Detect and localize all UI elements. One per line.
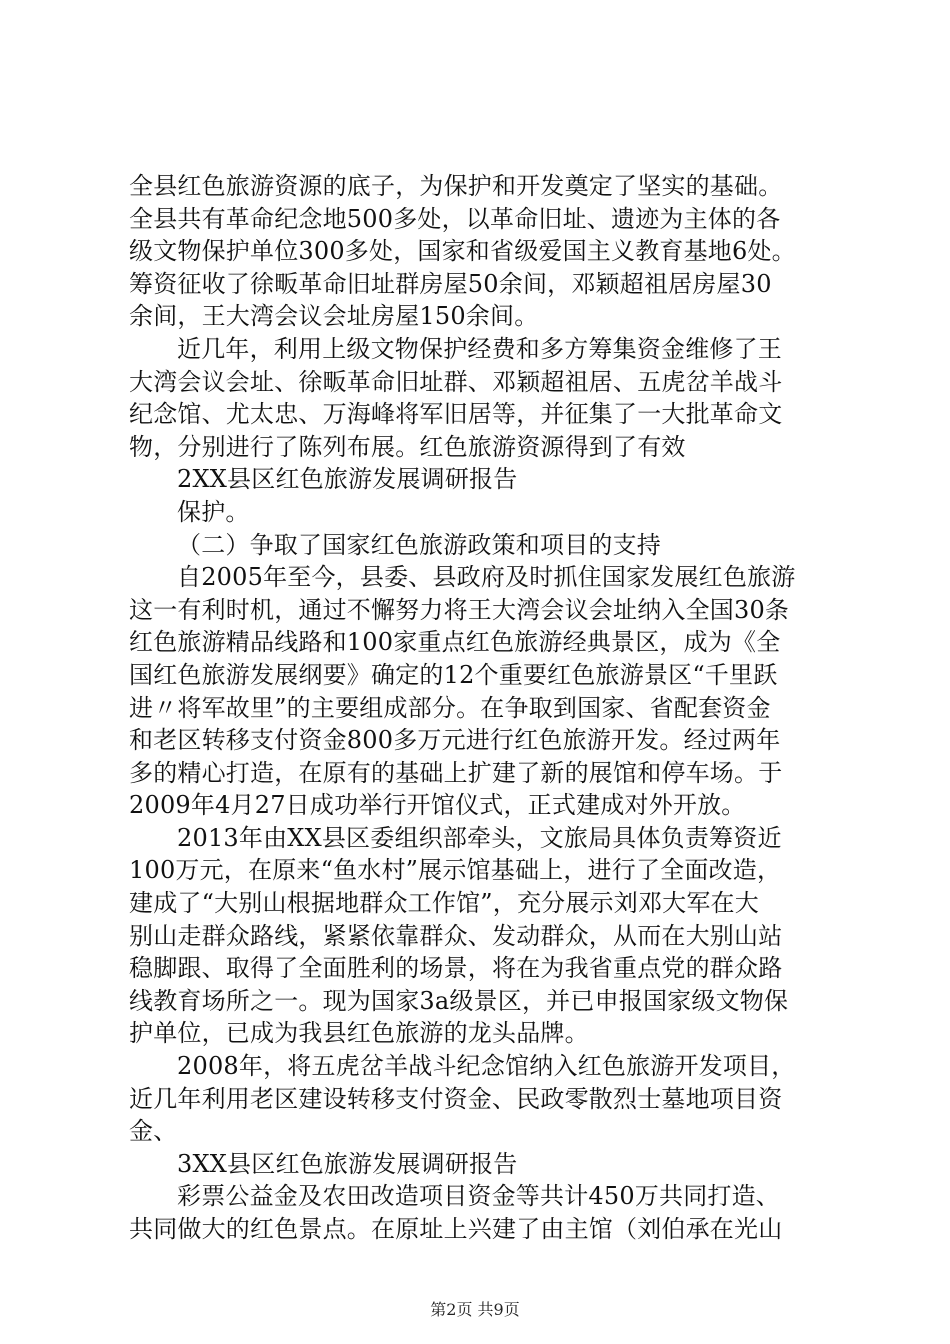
page-number-footer: 第2页 共9页 [430, 1300, 520, 1319]
running-header: 2XX县区红色旅游发展调研报告 [177, 465, 518, 494]
text-line: 2008年，将五虎岔羊战斗纪念馆纳入红色旅游开发项目， [177, 1052, 796, 1081]
text-line: 彩票公益金及农田改造项目资金等共计450万共同打造、 [177, 1182, 781, 1211]
text-line: 筹资征收了徐畈革命旧址群房屋50余间，邓颖超祖居房屋30 [129, 269, 772, 298]
text-line: 全县红色旅游资源的底子，为保护和开发奠定了坚实的基础。 [129, 172, 783, 200]
text-line: 金、 [129, 1117, 178, 1146]
text-line: 纪念馆、尤太忠、万海峰将军旧居等，并征集了一大批革命文 [129, 400, 783, 429]
running-header: 3XX县区红色旅游发展调研报告 [177, 1149, 518, 1178]
text-line: 护单位，已成为我县红色旅游的龙头品牌。 [129, 1019, 589, 1048]
section-heading: （二）争取了国家红色旅游政策和项目的支持 [177, 530, 661, 559]
document-body [129, 170, 829, 1246]
text-line: 近几年利用老区建设转移支付资金、民政零散烈士墓地项目资 [129, 1084, 783, 1113]
text-line: 国红色旅游发展纲要》确定的12个重要红色旅游景区“千里跃 [129, 660, 778, 689]
text-line: 2009年4月27日成功举行开馆仪式，正式建成对外开放。 [129, 791, 746, 820]
text-line: 自2005年至今，县委、县政府及时抓住国家发展红色旅游 [177, 563, 796, 592]
text-line: 建成了“大别山根据地群众工作馆”，充分展示刘邓大军在大 [129, 889, 759, 918]
text-line: 物，分别进行了陈列布展。红色旅游资源得到了有效 [129, 432, 686, 461]
text-line: 和老区转移支付资金800多万元进行红色旅游开发。经过两年 [129, 726, 781, 755]
text-line: 别山走群众路线，紧紧依靠群众、发动群众，从而在大别山站 [129, 921, 783, 950]
text-line: 全县共有革命纪念地500多处，以革命旧址、遗迹为主体的各 [129, 204, 781, 233]
text-line: 保护。 [177, 497, 250, 526]
text-line: 共同做大的红色景点。在原址上兴建了由主馆（刘伯承在光山 [129, 1215, 783, 1243]
text-line: 级文物保护单位300多处，国家和省级爱国主义教育基地6处。 [129, 237, 796, 266]
text-line: 100万元，在原来“鱼水村”展示馆基础上，进行了全面改造， [129, 856, 782, 885]
text-line: 近几年，利用上级文物保护经费和多方筹集资金维修了王 [177, 334, 782, 363]
text-line: 多的精心打造，在原有的基础上扩建了新的展馆和停车场。于 [129, 758, 783, 787]
text-line: 这一有利时机，通过不懈努力将王大湾会议会址纳入全国30条 [129, 595, 790, 624]
text-line: 进〃将军故里”的主要组成部分。在争取到国家、省配套资金 [129, 693, 771, 722]
text-line: 稳脚跟、取得了全面胜利的场景，将在为我省重点党的群众路 [129, 954, 783, 983]
text-line: 余间，王大湾会议会址房屋150余间。 [129, 302, 539, 331]
text-line: 红色旅游精品线路和100家重点红色旅游经典景区，成为《全 [129, 628, 781, 657]
text-line: 大湾会议会址、徐畈革命旧址群、邓颖超祖居、五虎岔羊战斗 [129, 367, 783, 396]
text-line: 2013年由XX县区委组织部牵头，文旅局具体负责筹资近 [177, 823, 782, 852]
text-line: 线教育场所之一。现为国家3a级景区，并已申报国家级文物保 [129, 986, 789, 1015]
